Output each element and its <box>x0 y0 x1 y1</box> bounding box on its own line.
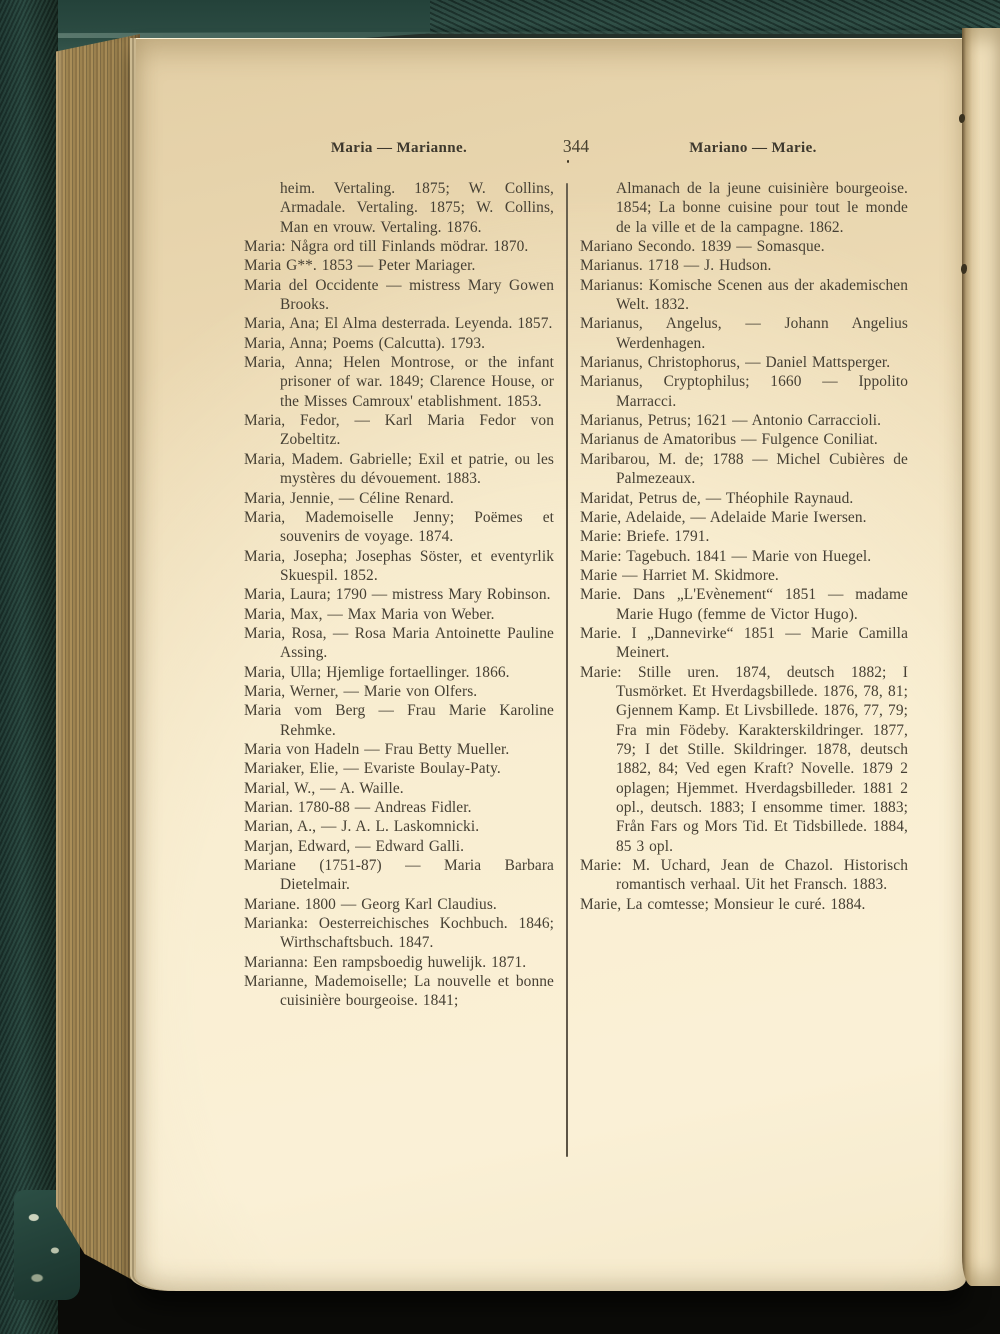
right-column <box>580 179 908 914</box>
entry: Marianus, Cryptophilus; 1660 — Ippolito Marracci. <box>580 373 908 410</box>
entry: Maria vom Berg — Frau Marie Karoline Rehmke. <box>244 702 554 739</box>
entry: Marian, A., — J. A. L. Laskomnicki. <box>244 818 480 836</box>
entry: Marian. 1780-88 — Andreas Fidler. <box>244 799 472 816</box>
entry: Maria, Ulla; Hjemlige fortaellinger. 1866. <box>244 663 510 681</box>
header-left-title: Maria — Marianne. <box>330 140 468 156</box>
column-divider-rule <box>566 183 568 1157</box>
facing-page-gutter <box>962 28 1000 1286</box>
entry: Marianne, Mademoiselle; La nouvelle et bonne cuisinière bourgeoise. 1841; <box>244 973 554 1010</box>
entry: Maria, Ana; El Alma desterrada. Leyenda. 1857. <box>244 315 553 333</box>
entry: Maria, Werner, — Marie von Olfers. <box>244 682 478 700</box>
entry: Mariane. 1800 — Georg Karl Claudius. <box>244 895 497 913</box>
page-number: 344 <box>562 136 590 156</box>
entry: Maria, Anna; Poems (Calcutta). 1793. <box>244 334 486 352</box>
entry: Maria, Laura; 1790 — mistress Mary Robinson. <box>244 586 551 604</box>
book-cover-left-board <box>0 0 58 1334</box>
entry: Marianna: Een rampsboedig huwelijk. 1871. <box>244 953 527 971</box>
entry: Maria von Hadeln — Frau Betty Mueller. <box>244 740 510 758</box>
entry: Maria del Occidente — mistress Mary Gowen Brooks. <box>244 276 554 314</box>
entry: Maria: Några ord till Finlands mödrar. 1870. <box>244 238 529 256</box>
entry: Marianka: Oesterreichisches Kochbuch. 1846; Wirthschaftsbuch. 1847. <box>244 915 554 952</box>
entry: Mariano Secondo. 1839 — Somasque. <box>580 238 825 256</box>
entry: Maribarou, M. de; 1788 — Michel Cubières de Palmezeaux. <box>580 450 908 488</box>
book-page <box>136 38 966 1291</box>
entry-continuation: Almanach de la jeune cuisinière bourgeoise. 1854; La bonne cuisine pour tout le monde de la ville et de la campagne. 1862. <box>616 180 908 236</box>
entry: Maria G**. 1853 — Peter Mariager. <box>244 257 476 275</box>
entry: Mariane (1751-87) — Maria Barbara Dietelmair. <box>244 857 554 894</box>
entry: Maridat, Petrus de, — Théophile Raynaud. <box>580 489 854 507</box>
entry: Marianus, Angelus, — Johann Angelius Werdenhagen. <box>580 315 908 352</box>
entry: Maria, Anna; Helen Montrose, or the infant prisoner of war. 1849; Clarence House, or the Misses Camroux' etablishment. 1853. <box>244 354 554 410</box>
entry: Marie. Dans „L'Evènement“ 1851 — madame Marie Hugo (femme de Victor Hugo). <box>580 586 908 623</box>
entry: Maria, Fedor, — Karl Maria Fedor von Zobeltitz. <box>244 412 554 449</box>
entry: Marianus, Petrus; 1621 — Antonio Carraccioli. <box>580 412 882 430</box>
entry: Maria, Mademoiselle Jenny; Poëmes et souvenirs de voyage. 1874. <box>244 508 554 546</box>
entry: Marie: Stille uren. 1874, deutsch 1882; I Tusmörket. Et Hverdagsbillede. 1876, 78, 81; Gjennem Kamp. Et Livsbillede. 1876, 77, 79; Fra min Födeby. Karakterskildringer. 1877, 79; I det Stille. Skildringer. 1878, deutsch 1882, 84; Ved egen Kraft? Novelle. 1879 2 oplagen; Hjemmet. Hverdagsbilleder. 1881 2 opl., deutsch. 1883; I ensomme timer. 1883; Från Fars og Mors Tid. Et Tidsbillede. 1884, 85 3 opl. <box>580 663 908 855</box>
entry: Marjan, Edward, — Edward Galli. <box>244 837 465 855</box>
entry: Maria, Jennie, — Céline Renard. <box>244 489 454 507</box>
entry: Marie: M. Uchard, Jean de Chazol. Historisch romantisch verhaal. Uit het Fransch. 1883. <box>580 857 908 894</box>
entry-continuation: heim. Vertaling. 1875; W. Collins, Armadale. Vertaling. 1875; W. Collins, Man en vrouw. Vertaling. 1876. <box>280 180 554 236</box>
entry: Marie, Adelaide, — Adelaide Marie Iwersen. <box>580 508 867 526</box>
entry: Marie. I „Dannevirke“ 1851 — Marie Camilla Meinert. <box>580 624 908 662</box>
left-column <box>244 179 554 1011</box>
entry: Maria, Max, — Max Maria von Weber. <box>244 605 495 623</box>
entry: Marial, W., — A. Waille. <box>244 779 404 797</box>
entry: Maria, Josepha; Josephas Söster, et eventyrlik Skuespil. 1852. <box>244 547 554 584</box>
entry: Maria, Madem. Gabrielle; Exil et patrie, ou les mystères du dévouement. 1883. <box>244 450 554 488</box>
entry: Marianus: Komische Scenen aus der akademischen Welt. 1832. <box>580 276 908 314</box>
entry: Marie: Briefe. 1791. <box>580 528 710 546</box>
entry: Marie, La comtesse; Monsieur le curé. 1884. <box>580 895 866 913</box>
entry: Marianus de Amatoribus — Fulgence Coniliat. <box>580 431 878 449</box>
entry: Marie: Tagebuch. 1841 — Marie von Huegel. <box>580 547 872 565</box>
header-right-title: Mariano — Marie. <box>689 140 817 156</box>
entry: Mariaker, Elie, — Evariste Boulay-Paty. <box>244 760 501 778</box>
fanned-page-edges <box>56 34 140 1284</box>
running-header <box>244 136 908 157</box>
entry: Marianus, Christophorus, — Daniel Mattsperger. <box>580 354 891 372</box>
entry: Marianus. 1718 — J. Hudson. <box>580 257 772 275</box>
entry: Marie — Harriet M. Skidmore. <box>580 566 779 584</box>
entry: Maria, Rosa, — Rosa Maria Antoinette Pauline Assing. <box>244 624 554 662</box>
